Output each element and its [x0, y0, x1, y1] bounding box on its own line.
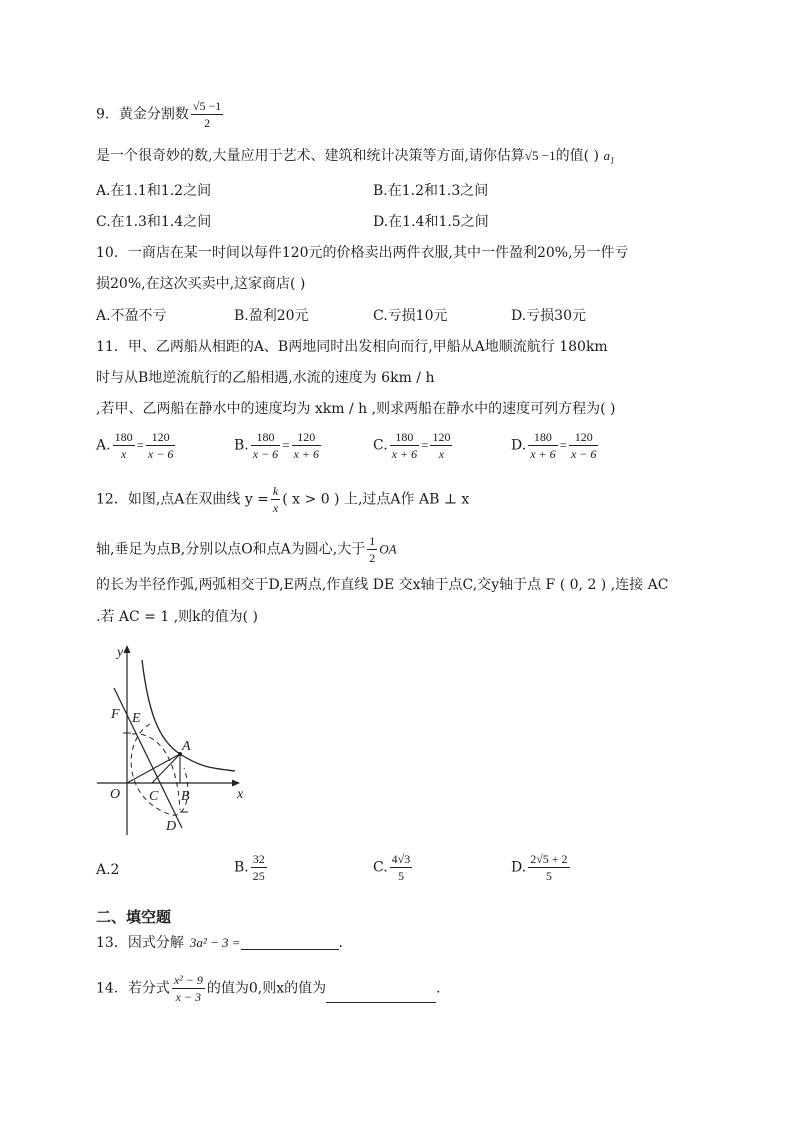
label-A: A	[182, 739, 191, 754]
q9-line2-tail: 的值( )	[555, 148, 599, 164]
q11-line2: 时与从B地逆流航行的乙船相遇,水流的速度为 6km / h	[96, 370, 435, 386]
q9-stray-symbol: $a_1$	[603, 148, 615, 166]
x-axis-arrow	[232, 780, 240, 787]
q11-option-d[interactable]: D. $\frac{180}{x + 6}$ = $\frac{120}{x - 6}$	[511, 430, 597, 461]
q9-frac-num: √5 −1	[192, 99, 222, 113]
q9-line1	[96, 100, 225, 129]
q10-option-a[interactable]: A.不盈不亏	[96, 308, 167, 324]
label-x: x	[237, 787, 244, 802]
q9-option-c[interactable]: C.在1.3和1.4之间	[96, 214, 212, 230]
q9-golden-fraction	[191, 100, 223, 129]
q10-line2: 损20%,在这次买卖中,这家商店( )	[96, 276, 306, 292]
q11-line1: 11．甲、乙两船从相距的A、B两地同时出发相向而行,甲船从A地顺流航行 180km	[96, 339, 608, 355]
q12-figure	[92, 640, 262, 840]
label-D: D	[166, 819, 177, 834]
q11-option-c[interactable]: C. $\frac{180}{x + 6}$ = $\frac{120}{x}$	[373, 430, 451, 461]
q10-option-d[interactable]: D.亏损30元	[511, 308, 586, 324]
q14-fraction: $\frac{\text{x² − 9}}{x - 3}$	[173, 973, 203, 1004]
q14-answer-blank[interactable]	[326, 990, 436, 1003]
section-heading-fill-blank: 二、填空题	[96, 908, 172, 926]
q12-half: $\frac{1}{2}$	[369, 534, 376, 565]
q9-option-d[interactable]: D.在1.4和1.5之间	[373, 214, 489, 230]
segment-OA	[127, 754, 180, 783]
q12-option-d[interactable]: D. $\frac{2√5 + 2}{5}$	[511, 852, 568, 883]
q9-prefix: 9．黄金分割数	[96, 106, 189, 123]
segment-AC	[152, 754, 180, 783]
label-O: O	[110, 787, 121, 802]
hyperbola-curve	[142, 660, 235, 771]
label-B: B	[181, 789, 190, 804]
q12-option-c[interactable]: C. $\frac{4√3}{5}$	[373, 852, 411, 883]
q9-frac-den: 2	[204, 116, 211, 130]
q9-line2-text: 是一个很奇妙的数,大量应用于艺术、建筑和统计决策等方面,请你估算	[96, 148, 525, 164]
q12-line1: 12．如图,点A在双曲线 y = $\frac{k}{x}$ ( x > 0 ) 上,过点A作 AB ⊥ x	[96, 484, 470, 515]
y-axis-arrow	[124, 645, 131, 653]
label-F: F	[111, 707, 120, 722]
q10-option-b[interactable]: B.盈利20元	[234, 308, 309, 324]
q12-line3: 的长为半径作弧,两弧相交于D,E两点,作直线 DE 交x轴于点C,交y轴于点 F ( 0, 2 ) ,连接 AC	[96, 577, 669, 593]
q12-option-b[interactable]: B. $\frac{32}{25}$	[234, 852, 265, 883]
q9-option-a[interactable]: A.在1.1和1.2之间	[96, 183, 212, 199]
q13-answer-blank[interactable]	[241, 937, 339, 950]
q9-line2-math: √5 −1	[524, 148, 556, 163]
q14-line: 14．若分式 $\frac{\text{x² − 9}}{x - 3}$ 的值为0,则x的值为 .	[96, 973, 441, 1004]
q12-line4: .若 AC = 1 ,则k的值为( )	[96, 609, 259, 625]
q11-line3: ,若甲、乙两船在静水中的速度均为 xkm / h ,则求两船在静水中的速度可列方程为( )	[96, 401, 616, 417]
q9-line2	[96, 149, 614, 166]
q12-line2: 轴,垂足为点B,分别以点O和点A为圆心,大于 $\frac{1}{2}$ OA	[96, 534, 397, 565]
q10-option-c[interactable]: C.亏损10元	[373, 308, 448, 324]
q9-option-b[interactable]: B.在1.2和1.3之间	[373, 183, 489, 199]
label-C: C	[149, 789, 159, 804]
q11-option-a[interactable]: A. $\frac{180}{x}$ = $\frac{120}{x - 6}$	[96, 430, 174, 461]
label-y: y	[117, 645, 124, 660]
q12-option-a[interactable]: A.2	[96, 862, 120, 878]
label-E: E	[132, 711, 141, 726]
q10-line1: 10．一商店在某一时间以每件120元的价格卖出两件衣服,其中一件盈利20%,另一件亏	[96, 245, 629, 261]
q13-line: 13．因式分解 3a² − 3 = .	[96, 935, 343, 951]
q12-k-over-x: $\frac{k}{x}$	[272, 484, 279, 515]
q11-option-b[interactable]: B. $\frac{180}{x - 6}$ = $\frac{120}{x + 6}$	[234, 430, 319, 461]
